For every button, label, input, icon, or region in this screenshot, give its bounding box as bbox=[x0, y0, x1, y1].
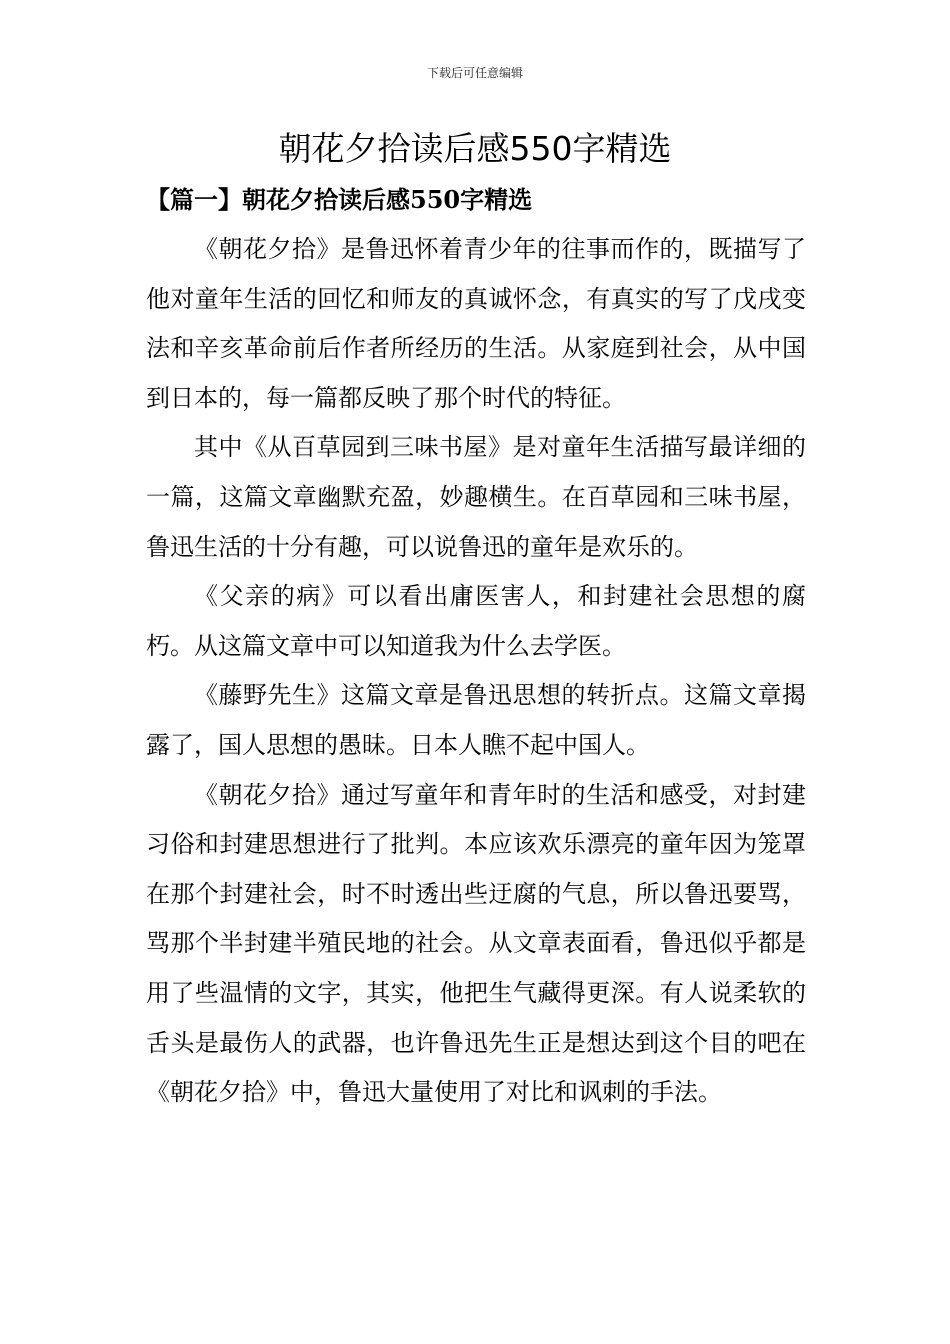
document-title: 朝花夕拾读后感550字精选 bbox=[278, 129, 672, 168]
paragraph: 其中《从百草园到三味书屋》是对童年生活描写最详细的一篇，这篇文章幽默充盈，妙趣横生。在百草园和三味书屋，鲁迅生活的十分有趣，可以说鲁迅的童年是欢乐的。 bbox=[146, 433, 806, 561]
document-body bbox=[146, 225, 806, 1118]
paragraph: 《朝花夕拾》通过写童年和青年时的生活和感受，对封建习俗和封建思想进行了批判。本应该欢乐漂亮的童年因为笼罩在那个封建社会，时不时透出些迂腐的气息，所以鲁迅要骂，骂那个半封建半殖民地的社会。从文章表面看，鲁迅似乎都是用了些温情的文字，其实，他把生气藏得更深。有人说柔软的舌头是最伤人的武器，也许鲁迅先生正是想达到这个目的吧在《朝花夕拾》中，鲁迅大量使用了对比和讽刺的手法。 bbox=[146, 780, 806, 1107]
paragraph: 《藤野先生》这篇文章是鲁迅思想的转折点。这篇文章揭露了，国人思想的愚昧。日本人瞧不起中国人。 bbox=[146, 681, 806, 759]
section-heading: 【篇一】朝花夕拾读后感550字精选 bbox=[146, 185, 533, 214]
header-note: 下载后可任意编辑 bbox=[426, 66, 523, 80]
paragraph: 《父亲的病》可以看出庸医害人，和封建社会思想的腐朽。从这篇文章中可以知道我为什么去学医。 bbox=[146, 582, 806, 660]
paragraph: 《朝花夕拾》是鲁迅怀着青少年的往事而作的，既描写了他对童年生活的回忆和师友的真诚怀念，有真实的写了戊戌变法和辛亥革命前后作者所经历的生活。从家庭到社会，从中国到日本的，每一篇都反映了那个时代的特征。 bbox=[146, 235, 806, 412]
